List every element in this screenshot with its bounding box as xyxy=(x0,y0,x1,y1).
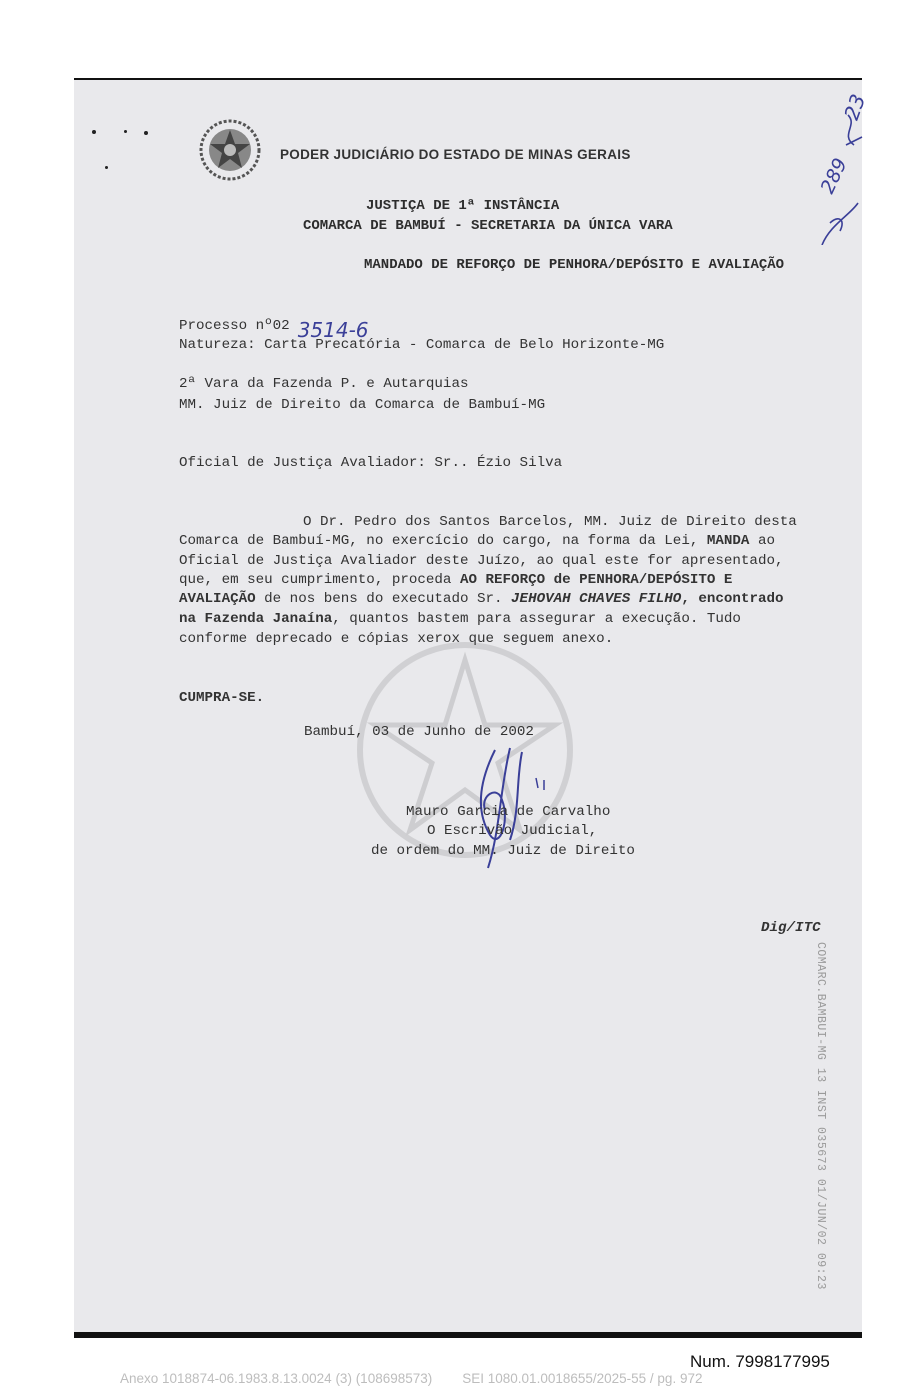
origin-line-2: MM. Juiz de Direito da Comarca de Bambuí-MG xyxy=(179,397,546,413)
origin-line-1: 2ª Vara da Fazenda P. e Autarquias xyxy=(179,376,469,392)
protocol-stamp-text: COMARC.BAMBUI-MG 13 INST 035673 01/JUN/02 09:23 xyxy=(814,942,827,1290)
signer-name: Mauro Garcia de Carvalho xyxy=(406,804,611,820)
officer-line: Oficial de Justiça Avaliador: Sr.. Ézio Silva xyxy=(179,455,563,471)
signer-authority: de ordem do MM. Juiz de Direito xyxy=(371,843,635,859)
order-text: CUMPRA-SE. xyxy=(179,690,265,706)
process-line xyxy=(179,318,369,342)
body-text: Comarca de Bambuí-MG, no exercício do cargo, na forma da Lei, xyxy=(179,533,707,549)
district-heading: COMARCA DE BAMBUÍ - SECRETARIA DA ÚNICA VARA xyxy=(303,218,673,234)
body-text: ao xyxy=(749,533,775,549)
defendant-name: JEHOVAH CHAVES FILHO xyxy=(511,591,682,607)
nature-line: Natureza: Carta Precatória - Comarca de Belo Horizonte-MG xyxy=(179,337,665,353)
body-line: conforme deprecado e cópias xerox que seguem anexo. xyxy=(179,631,614,647)
body-line xyxy=(179,572,732,588)
body-line xyxy=(179,591,784,607)
scan-dot xyxy=(92,130,96,134)
body-emphasis: AVALIAÇÃO xyxy=(179,591,256,607)
instance-heading: JUSTIÇA DE 1ª INSTÂNCIA xyxy=(366,198,560,214)
body-emphasis: AO REFORÇO de PENHORA/DEPÓSITO E xyxy=(459,572,733,588)
protocol-stamp xyxy=(813,942,833,1322)
margin-annotation xyxy=(810,90,871,245)
body-line: O Dr. Pedro dos Santos Barcelos, MM. Juiz de Direito desta xyxy=(303,514,797,530)
coat-of-arms-icon xyxy=(198,118,262,182)
scan-dot xyxy=(105,166,108,169)
body-line xyxy=(179,611,741,627)
farm-name: na Fazenda Janaína xyxy=(179,611,333,627)
institution-title: PODER JUDICIÁRIO DO ESTADO DE MINAS GERAIS xyxy=(280,147,631,162)
date-line: Bambuí, 03 de Junho de 2002 xyxy=(304,724,534,740)
document-number: Num. 7998177995 xyxy=(690,1352,830,1371)
body-text: , quantos bastem para assegurar a execução. Tudo xyxy=(332,611,741,627)
body-emphasis: , encontrado xyxy=(681,591,784,607)
page-mark: 23 xyxy=(839,90,871,124)
scan-dot xyxy=(124,130,127,133)
body-emphasis: MANDA xyxy=(706,533,750,549)
scan-bottom-edge xyxy=(74,1332,862,1338)
body-text: de nos bens do executado Sr. xyxy=(255,591,512,607)
folio-number: 289 xyxy=(816,154,852,198)
typist-initials: Dig/ITC xyxy=(761,920,821,936)
body-text: que, em seu cumprimento, proceda xyxy=(179,572,460,588)
process-handwritten-number: 3514-6 xyxy=(297,318,369,342)
signer-role: O Escrivão Judicial, xyxy=(427,823,598,839)
footer-metadata: Anexo 1018874-06.1983.8.13.0024 (3) (108698573) SEI 1080.01.0018655/2025-55 / pg. 972 xyxy=(120,1371,703,1386)
document-title: MANDADO DE REFORÇO DE PENHORA/DEPÓSITO E AVALIAÇÃO xyxy=(364,257,785,273)
process-label: Processo nº02 xyxy=(179,318,290,334)
scan-dot xyxy=(144,131,148,135)
body-line xyxy=(179,533,775,549)
body-line: Oficial de Justiça Avaliador deste Juízo, ao qual este for apresentado, xyxy=(179,553,784,569)
margin-initials xyxy=(810,95,870,245)
